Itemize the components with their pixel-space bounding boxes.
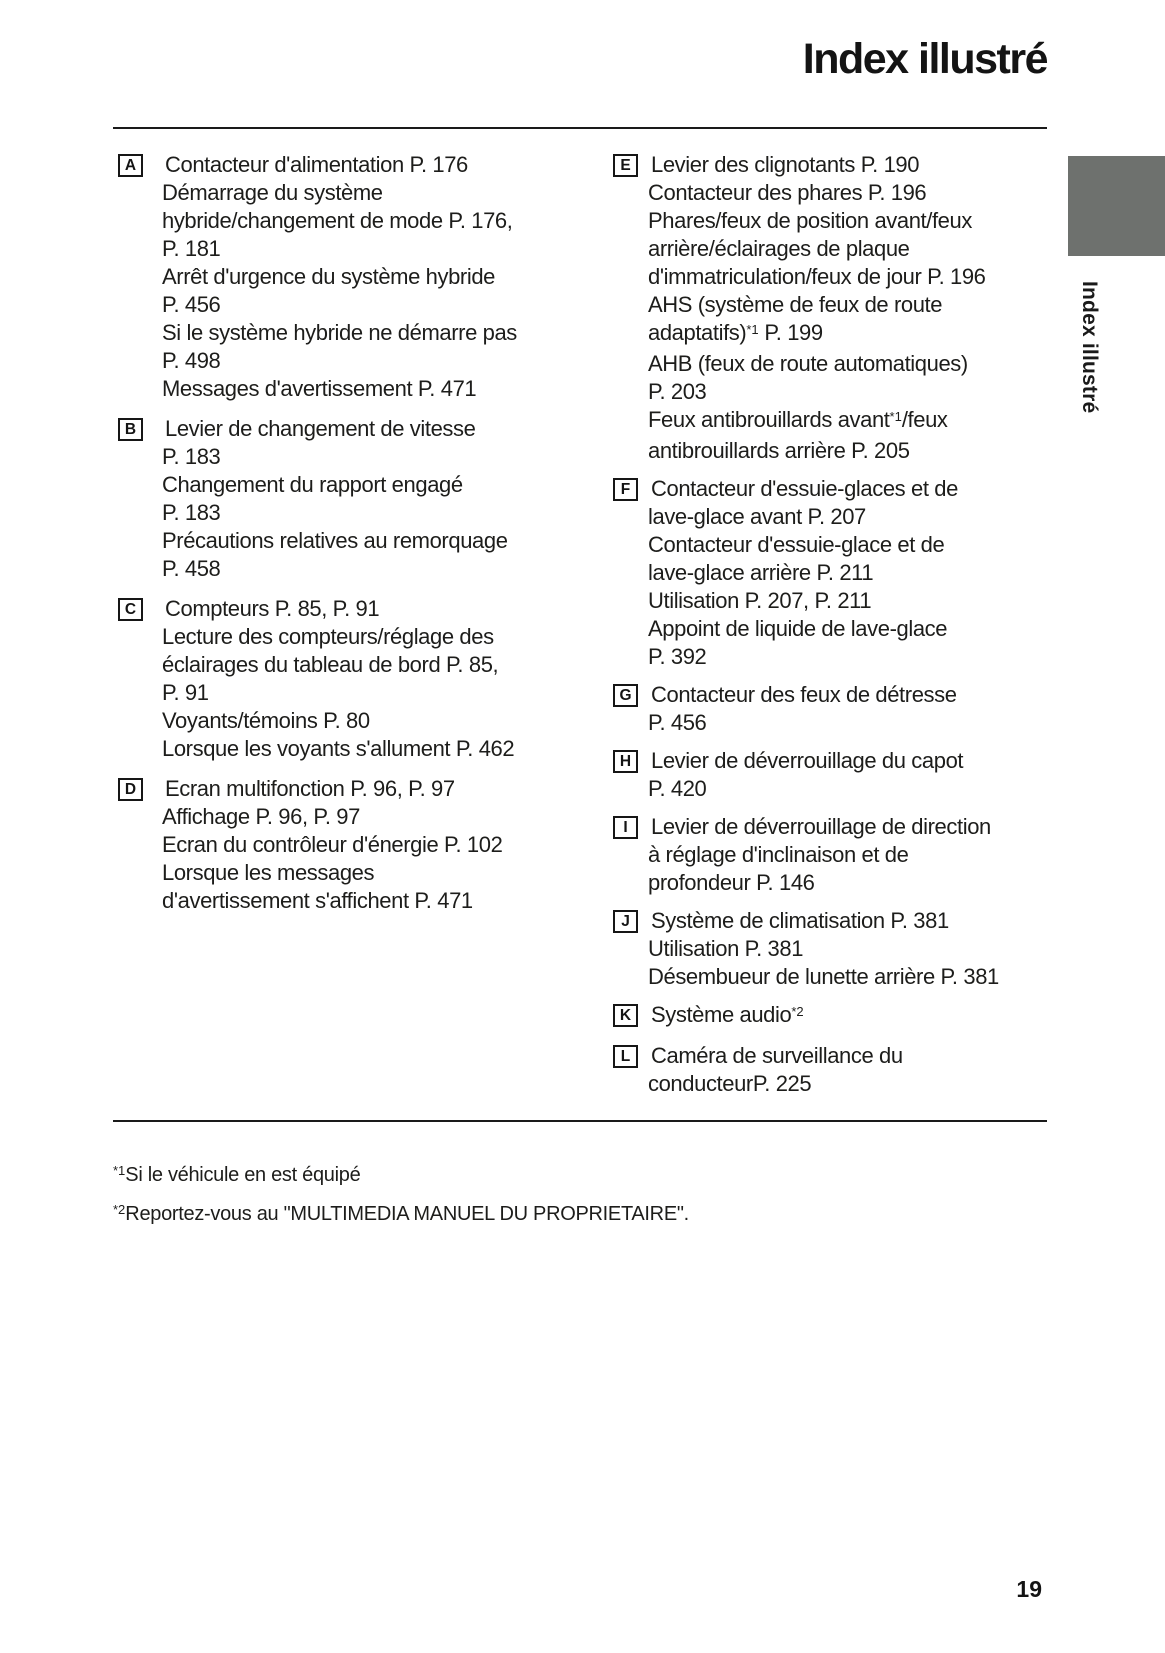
index-section-f — [613, 475, 1083, 671]
section-letter-badge: F — [613, 478, 638, 501]
footnote-1 — [113, 1162, 360, 1190]
index-line: Contacteur des feux de détresse — [651, 682, 957, 707]
index-line: Contacteur des phares P. 196 — [648, 180, 927, 205]
section-letter-badge: B — [118, 418, 143, 441]
section-lines — [162, 415, 588, 583]
index-line: AHB (feux de route automatiques) — [648, 351, 968, 376]
chapter-tab-label: Index illustré — [1078, 281, 1101, 414]
index-line: arrière/éclairages de plaque — [648, 236, 910, 261]
index-line: P. 498 — [162, 348, 221, 373]
top-divider — [113, 127, 1047, 129]
index-line: Feux antibrouillards avant$^{*1}$/feux — [648, 407, 948, 432]
section-lines — [648, 475, 1083, 671]
index-line: à réglage d'inclinaison et de — [648, 842, 909, 867]
section-lines — [162, 775, 588, 915]
index-line: Voyants/témoins P. 80 — [162, 708, 370, 733]
index-line: Levier des clignotants P. 190 — [651, 152, 920, 177]
index-line: P. 458 — [162, 556, 221, 581]
index-line: Si le système hybride ne démarre pas — [162, 320, 517, 345]
section-letter-badge: K — [613, 1004, 638, 1027]
index-line: antibrouillards arrière P. 205 — [648, 438, 910, 463]
section-letter-badge: C — [118, 598, 143, 621]
section-lines — [648, 1042, 1083, 1098]
index-line: lave-glace avant P. 207 — [648, 504, 866, 529]
index-line: Contacteur d'essuie-glace et de — [648, 532, 945, 557]
index-line: Système de climatisation P. 381 — [651, 908, 949, 933]
index-column-right — [613, 151, 1083, 1098]
index-line: P. 91 — [162, 680, 209, 705]
index-line: Levier de déverrouillage de direction — [651, 814, 991, 839]
index-line: Messages d'avertissement P. 471 — [162, 376, 477, 401]
section-letter-badge: A — [118, 154, 143, 177]
index-section-d — [118, 775, 588, 915]
index-line: Levier de déverrouillage du capot — [651, 748, 964, 773]
index-line: Caméra de surveillance du — [651, 1043, 903, 1068]
index-section-i — [613, 813, 1083, 897]
index-line: Désembueur de lunette arrière P. 381 — [648, 964, 999, 989]
index-line: Utilisation P. 207, P. 211 — [648, 588, 872, 613]
index-line: P. 392 — [648, 644, 707, 669]
footnote-1-text: Si le véhicule en est équipé — [125, 1164, 361, 1186]
footnote-2 — [113, 1201, 689, 1229]
index-column-left — [118, 151, 588, 915]
index-line: hybride/changement de mode P. 176, — [162, 208, 513, 233]
page-title: Index illustré — [802, 35, 1047, 83]
index-line: Précautions relatives au remorquage — [162, 528, 508, 553]
index-line: profondeur P. 146 — [648, 870, 815, 895]
section-lines — [648, 681, 1083, 737]
index-line: Système audio$^{*2}$ — [651, 1002, 804, 1027]
index-line: Compteurs P. 85, P. 91 — [165, 596, 380, 621]
index-line: Contacteur d'alimentation P. 176 — [165, 152, 468, 177]
section-lines — [648, 907, 1083, 991]
index-line: éclairages du tableau de bord P. 85, — [162, 652, 499, 677]
section-letter-badge: G — [613, 684, 638, 707]
index-section-k — [613, 1001, 1083, 1032]
index-line: Levier de changement de vitesse — [165, 416, 476, 441]
index-line: d'immatriculation/feux de jour P. 196 — [648, 264, 986, 289]
index-line: lave-glace arrière P. 211 — [648, 560, 874, 585]
section-letter-badge: H — [613, 750, 638, 773]
section-lines — [648, 151, 1083, 465]
index-line: P. 181 — [162, 236, 221, 261]
index-line: conducteurP. 225 — [648, 1071, 812, 1096]
section-letter-badge: I — [613, 816, 638, 839]
section-letter-badge: L — [613, 1045, 638, 1068]
index-line: Changement du rapport engagé — [162, 472, 463, 497]
index-section-e — [613, 151, 1083, 465]
footnote-1-marker: *1 — [113, 1163, 126, 1179]
index-line: P. 183 — [162, 500, 221, 525]
footnote-2-marker: *2 — [113, 1202, 126, 1218]
index-line: P. 420 — [648, 776, 707, 801]
section-lines — [648, 813, 1083, 897]
index-line: Affichage P. 96, P. 97 — [162, 804, 360, 829]
index-line: P. 203 — [648, 379, 707, 404]
section-lines — [648, 747, 1083, 803]
index-line: adaptatifs)$^{*1}$ P. 199 — [648, 320, 823, 345]
section-lines — [162, 151, 588, 403]
index-section-c — [118, 595, 588, 763]
index-line: Ecran multifonction P. 96, P. 97 — [165, 776, 455, 801]
index-line: P. 456 — [648, 710, 707, 735]
index-section-b — [118, 415, 588, 583]
index-line: P. 183 — [162, 444, 221, 469]
index-section-h — [613, 747, 1083, 803]
section-letter-badge: D — [118, 778, 143, 801]
section-letter-badge: E — [613, 154, 638, 177]
index-line: Démarrage du système — [162, 180, 383, 205]
section-letter-badge: J — [613, 910, 638, 933]
index-line: Appoint de liquide de lave-glace — [648, 616, 948, 641]
index-line: Lecture des compteurs/réglage des — [162, 624, 494, 649]
index-section-j — [613, 907, 1083, 991]
chapter-tab — [1068, 156, 1165, 256]
footnote-2-text: Reportez-vous au "MULTIMEDIA MANUEL DU PROPRIETAIRE". — [125, 1203, 689, 1225]
index-line: AHS (système de feux de route — [648, 292, 943, 317]
index-section-a — [118, 151, 588, 403]
index-section-g — [613, 681, 1083, 737]
index-section-l — [613, 1042, 1083, 1098]
index-line: Phares/feux de position avant/feux — [648, 208, 972, 233]
index-line: Contacteur d'essuie-glaces et de — [651, 476, 958, 501]
index-line: Lorsque les messages — [162, 860, 375, 885]
index-line: d'avertissement s'affichent P. 471 — [162, 888, 473, 913]
index-line: Ecran du contrôleur d'énergie P. 102 — [162, 832, 503, 857]
index-line: Lorsque les voyants s'allument P. 462 — [162, 736, 515, 761]
index-line: Arrêt d'urgence du système hybride — [162, 264, 495, 289]
section-lines — [162, 595, 588, 763]
bottom-divider — [113, 1120, 1047, 1122]
index-line: P. 456 — [162, 292, 221, 317]
section-lines — [648, 1001, 1083, 1032]
index-line: Utilisation P. 381 — [648, 936, 804, 961]
page-number: 19 — [1016, 1576, 1042, 1602]
